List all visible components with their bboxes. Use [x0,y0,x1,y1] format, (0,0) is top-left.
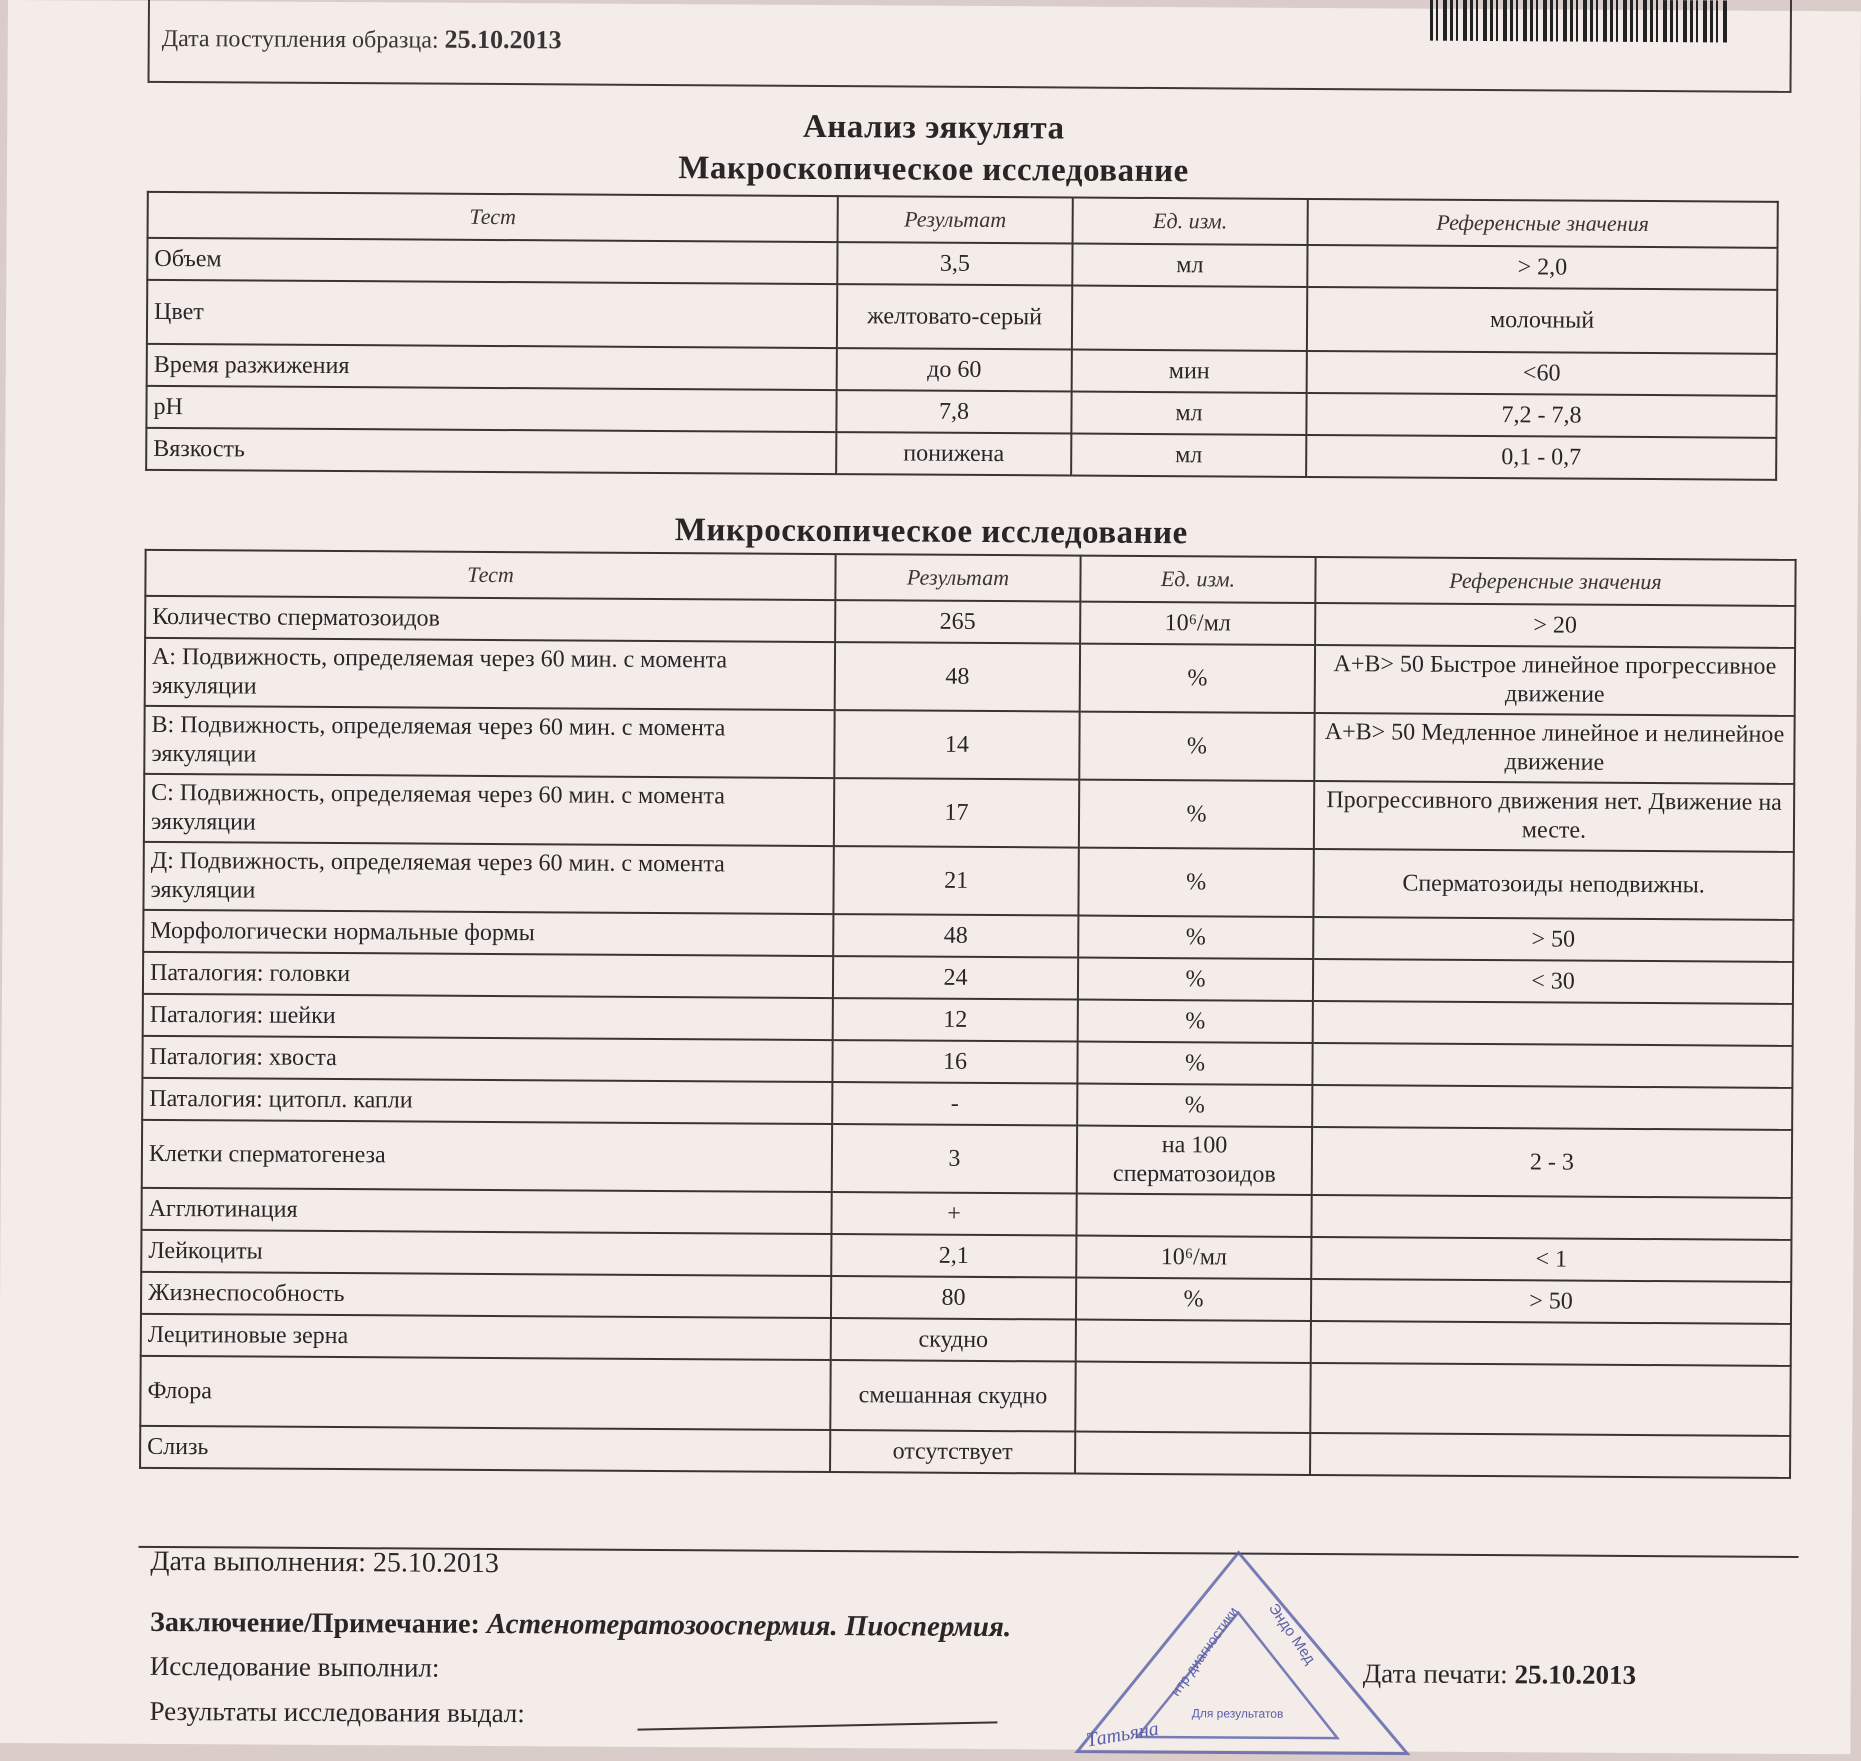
test-cell: Вязкость [146,428,836,474]
reference-cell [1313,1001,1793,1046]
unit-cell: % [1076,1278,1311,1321]
unit-cell [1075,1432,1310,1475]
received-label: Дата поступления образца: [161,25,439,54]
stamp-signature: Татьяна [1084,1717,1161,1752]
unit-cell [1076,1320,1311,1363]
unit-cell: мин [1072,350,1307,393]
reference-cell: Сперматозоиды неподвижны. [1313,849,1793,920]
test-cell: pH [146,386,836,432]
result-cell: до 60 [837,348,1072,391]
test-cell: Лецитиновые зерна [141,1314,831,1360]
print-date-value: 25.10.2013 [1514,1659,1637,1690]
reference-cell [1312,1085,1792,1130]
sample-received-date [162,23,562,55]
result-cell: - [832,1082,1077,1125]
test-cell: Клетки сперматогенеза [142,1120,832,1192]
reference-cell: 0,1 - 0,7 [1306,435,1776,480]
test-cell: Цвет [147,280,837,348]
result-cell: 48 [835,642,1080,711]
test-cell: Количество сперматозоидов [145,596,835,642]
table-row [142,1120,1792,1198]
col-result: Результат [835,554,1080,601]
col-unit: Ед. изм. [1073,198,1308,245]
result-cell: 265 [835,600,1080,643]
document-title: Анализ эякулята [802,108,1065,147]
header-box [147,0,1792,93]
reference-cell: 2 - 3 [1312,1127,1792,1198]
unit-cell: мл [1071,392,1306,435]
unit-cell: % [1077,1084,1312,1127]
result-cell: 14 [834,710,1079,779]
col-unit: Ед. изм. [1080,556,1315,603]
unit-cell [1072,286,1307,351]
reference-cell: <60 [1307,351,1777,396]
conclusion [150,1606,1011,1644]
result-cell: 7,8 [836,390,1071,433]
test-cell: Паталогия: головки [143,952,833,998]
test-cell: Флора [140,1356,830,1430]
col-test: Тест [148,192,838,242]
performed-by-label: Исследование выполнил: [149,1650,440,1683]
col-reference: Референсные значения [1315,557,1795,606]
table-row [146,428,1776,480]
test-cell: Паталогия: цитопл. капли [142,1078,832,1124]
stamp-inner-text: Для результатов [1191,1706,1284,1721]
col-test: Тест [145,550,835,600]
reference-cell [1310,1433,1790,1478]
test-cell: В: Подвижность, определяемая через 60 мин. с момента эякуляции [144,706,834,778]
result-cell: 3 [832,1124,1077,1193]
signature-line [637,1721,997,1730]
test-cell: Объем [147,238,837,284]
conclusion-text: Астенотератозооспермия. Пиоспермия. [486,1607,1012,1644]
col-reference: Референсные значения [1308,199,1778,248]
micro-section-title: Микроскопическое исследование [674,512,1188,552]
conclusion-label: Заключение/Примечание: [149,1606,480,1640]
barcode [1430,0,1730,43]
result-cell: 2,1 [831,1234,1076,1277]
test-cell: С: Подвижность, определяемая через 60 мин. с момента эякуляции [144,774,834,846]
result-cell: 21 [833,846,1078,915]
unit-cell: 10⁶/мл [1076,1236,1311,1279]
reference-cell [1311,1195,1791,1240]
issued-by-label: Результаты исследования выдал: [149,1695,525,1729]
col-result: Результат [838,196,1073,243]
test-cell: Д: Подвижность, определяемая через 60 мин. с момента эякуляции [143,842,833,914]
unit-cell: % [1078,848,1313,917]
test-cell: А: Подвижность, определяемая через 60 мин. с момента эякуляции [145,638,835,710]
reference-cell: > 2,0 [1307,245,1777,290]
done-date-value: 25.10.2013 [372,1547,500,1580]
reference-cell: > 50 [1311,1279,1791,1324]
result-cell: скудно [831,1318,1076,1361]
reference-cell [1312,1043,1792,1088]
triangle-stamp-icon [1084,1547,1418,1759]
test-cell: Паталогия: хвоста [142,1036,832,1082]
result-cell: отсутствует [830,1430,1075,1473]
result-cell: 17 [834,778,1079,847]
print-label: Дата печати: [1362,1658,1508,1690]
reference-cell: > 50 [1313,917,1793,962]
reference-cell: молочный [1307,287,1777,354]
reference-cell: А+В> 50 Медленное линейное и нелинейное движение [1314,713,1794,784]
unit-cell: мл [1072,244,1307,287]
result-cell: понижена [836,432,1071,475]
table-row [140,1426,1790,1478]
unit-cell [1076,1194,1311,1237]
result-cell: желтовато-серый [837,284,1072,349]
result-cell: 48 [833,914,1078,957]
unit-cell: 10⁶/мл [1080,602,1315,645]
result-cell: 12 [833,998,1078,1041]
unit-cell: % [1078,958,1313,1001]
table-row [140,1356,1790,1436]
result-cell: + [831,1192,1076,1235]
test-cell: Агглютинация [141,1188,831,1234]
result-cell: 3,5 [837,242,1072,285]
test-cell: Жизнеспособность [141,1272,831,1318]
micro-table [139,549,1797,1479]
reference-cell: 7,2 - 7,8 [1306,393,1776,438]
table-row [145,638,1795,716]
macro-section-title: Макроскопическое исследование [678,150,1189,190]
unit-cell [1075,1362,1310,1433]
reference-cell: Прогрессивного движения нет. Движение на месте. [1314,781,1794,852]
result-cell: 16 [832,1040,1077,1083]
test-cell: Слизь [140,1426,830,1472]
test-cell: Паталогия: шейки [143,994,833,1040]
result-cell: 80 [831,1276,1076,1319]
reference-cell: А+В> 50 Быстрое линейное прогрессивное движение [1315,645,1795,716]
unit-cell: % [1079,712,1314,781]
unit-cell: % [1078,1000,1313,1043]
stamp-text-left: нтр диагностики [1167,1603,1242,1699]
test-cell: Морфологически нормальные формы [143,910,833,956]
unit-cell: % [1080,644,1315,713]
reference-cell [1310,1363,1790,1436]
completion-date [150,1546,499,1580]
table-row [147,280,1777,354]
unit-cell: мл [1071,434,1306,477]
result-cell: 24 [833,956,1078,999]
test-cell: Время разжижения [147,344,837,390]
reference-cell: < 1 [1311,1237,1791,1282]
done-label: Дата выполнения: [150,1545,367,1579]
unit-cell: % [1079,780,1314,849]
unit-cell: % [1077,1042,1312,1085]
reference-cell [1311,1321,1791,1366]
table-row [143,842,1793,920]
test-cell: Лейкоциты [141,1230,831,1276]
macro-table [145,191,1779,481]
table-row [144,774,1794,852]
reference-cell: > 20 [1315,603,1795,648]
table-row [144,706,1794,784]
result-cell: смешанная скудно [830,1360,1075,1431]
received-date-value: 25.10.2013 [444,24,562,55]
stamp-text-right: Эндо Мед [1264,1600,1319,1668]
unit-cell: на 100 сперматозоидов [1077,1126,1312,1195]
reference-cell: < 30 [1313,959,1793,1004]
unit-cell: % [1078,916,1313,959]
